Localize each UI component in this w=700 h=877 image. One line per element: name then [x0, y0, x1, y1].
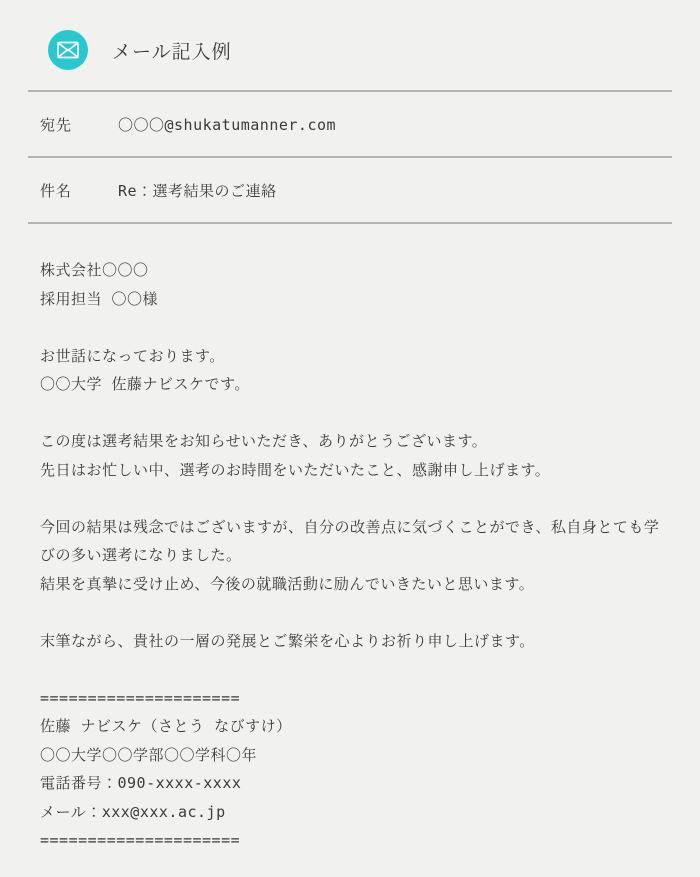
- body-line: =====================: [40, 688, 241, 707]
- body-line: 今回の結果は残念ではございますが、自分の改善点に気づくことができ、私自身とても学びの多い選考になりました。: [40, 517, 660, 564]
- body-line: 佐藤 ナビスケ（さとう なびすけ）: [40, 717, 292, 735]
- body-line: 結果を真摯に受け止め、今後の就職活動に励んでいきたいと思います。: [40, 574, 535, 593]
- body-line: =====================: [40, 831, 241, 849]
- body-line: [40, 313, 662, 342]
- body-line: [40, 484, 662, 513]
- to-field-label: 宛先: [40, 115, 73, 134]
- subject-field-value: Re：選考結果のご連絡: [118, 181, 277, 200]
- body-line: この度は選考結果をお知らせいただき、ありがとうございます。: [40, 432, 488, 450]
- to-field-row: [0, 92, 700, 156]
- page-title: メール記入例: [112, 40, 232, 63]
- body-line: 〇〇大学〇〇学部〇〇学科〇年: [40, 745, 258, 764]
- subject-field-row: [0, 158, 700, 222]
- body-line: [40, 598, 662, 627]
- body-line: [40, 655, 662, 684]
- body-line: 〇〇大学 佐藤ナビスケです。: [40, 375, 250, 393]
- header: [0, 0, 700, 90]
- body-line: 電話番号：090-xxxx-xxxx: [40, 774, 242, 792]
- body-line: メール：xxx@xxx.ac.jp: [40, 802, 226, 821]
- body-line: [40, 399, 662, 428]
- body-line: 株式会社〇〇〇: [40, 261, 149, 279]
- body-line: 採用担当 〇〇様: [40, 289, 159, 308]
- subject-field-label: 件名: [40, 181, 73, 200]
- body-line: お世話になっております。: [40, 346, 225, 365]
- email-body: [0, 224, 700, 855]
- to-field-value: 〇〇〇@shukatumanner.com: [118, 115, 337, 134]
- body-line: 先日はお忙しい中、選考のお時間をいただいたこと、感謝申し上げます。: [40, 460, 551, 479]
- body-line: 末筆ながら、貴社の一層の発展とご繁栄を心よりお祈り申し上げます。: [40, 631, 535, 650]
- mail-icon: [48, 30, 88, 70]
